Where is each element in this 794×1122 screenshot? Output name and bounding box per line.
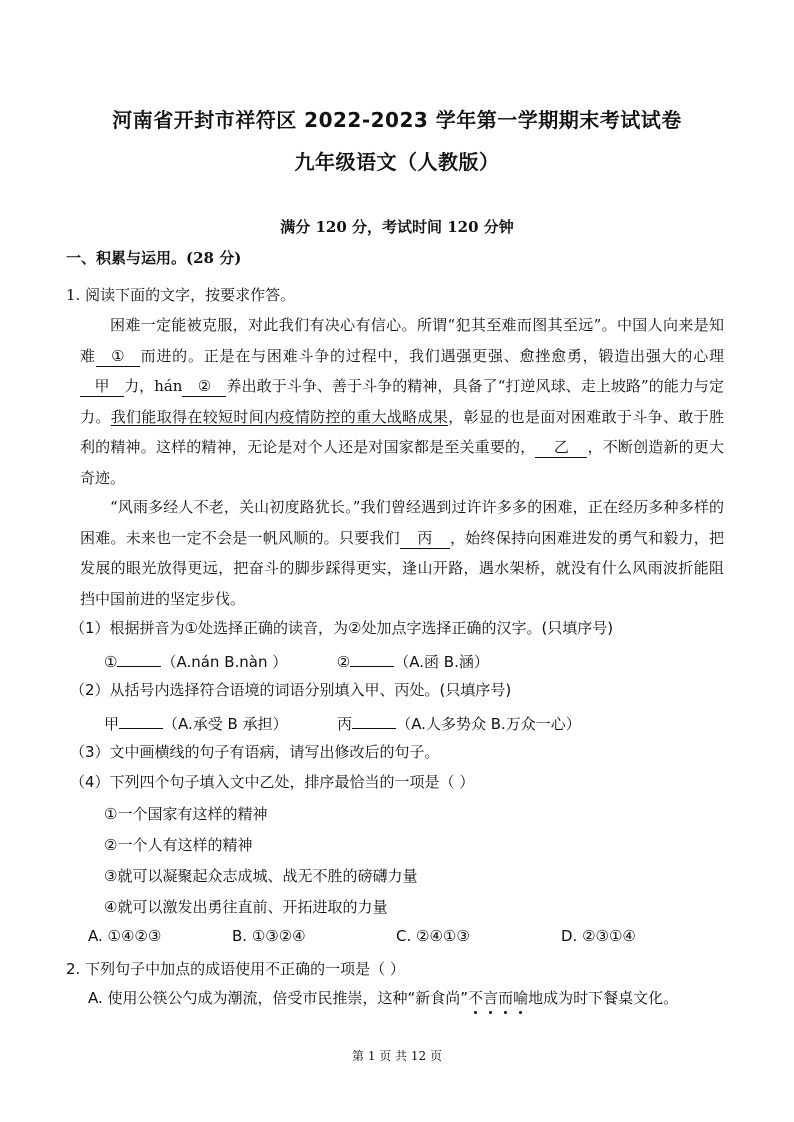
pinyin-han: hán: [154, 377, 183, 395]
passage-paragraph-1: 困难一定能被克服，对此我们有决心有信心。所谓“犯其至难而图其至远”。中国人向来是知难 ① 而进的。正是在与困难斗争的过程中，我们遇强更强、愈挫愈勇，锻造出强大的心理甲 力，hán ② 养出敢于斗争、善于斗争的精神，具备了“打逆风球、走上坡路”的能力与定力。我们能取得在较短时间内疫情防控的重大战略成果，彰显的也是面对困难敢于斗争、敢于胜利的精神。这样的精神，无论是对个人还是对国家都是至关重要的， 乙 ，不断创造新的更大奇迹。: [80, 316, 724, 487]
blank-bing: 丙: [400, 528, 450, 549]
subquestion-2: （2）从括号内选择符合语境的词语分别填入甲、丙处。(只填序号): [70, 681, 512, 699]
answer-blank[interactable]: [352, 714, 396, 729]
exam-subtitle: 九年级语文（人教版）: [294, 150, 500, 174]
subquestion-1-options: ① （A.nán B.nàn ） ② （A.函 B.涵）: [104, 653, 489, 671]
question-1-stem: 1. 阅读下面的文字，按要求作答。: [66, 286, 296, 304]
answer-blank[interactable]: [350, 652, 394, 667]
page-footer: 第 1 页 共 12 页: [352, 1049, 442, 1063]
blank-jia: 甲: [80, 376, 124, 397]
subquestion-3: （3）文中画横线的句子有语病，请写出修改后的句子。: [70, 743, 440, 761]
answer-blank[interactable]: [117, 652, 161, 667]
list-item: ①一个国家有这样的精神: [104, 805, 268, 823]
list-item: ④就可以激发出勇往直前、开拓进取的力量: [104, 898, 388, 916]
question-2-stem: 2. 下列句子中加点的成语使用不正确的一项是（ ）: [66, 960, 405, 978]
passage-paragraph-2: “风雨多经人不老，关山初度路犹长。”我们曾经遇到过许许多多的困难，正在经历多种多样的困难。未来也一定不会是一帆风顺的。只要我们 丙 ，始终保持向困难进发的勇气和毅力，把发展的眼光放得更远，把奋斗的脚步踩得更实，逢山开路，遇水架桥，就没有什么风雨波折能阻挡中国前进的坚定步伐。: [80, 498, 724, 608]
subquestion-2-options: 甲 （A.承受 B 承担） 丙 （A.人多势众 B.万众一心）: [104, 715, 581, 733]
option-a[interactable]: A. ①④②③: [88, 927, 162, 945]
subquestion-4: （4）下列四个句子填入文中乙处，排序最恰当的一项是（ ）: [70, 773, 475, 791]
blank-1: ①: [96, 346, 140, 367]
blank-yi: 乙: [535, 437, 587, 458]
section-heading: 一、积累与运用。(28 分): [66, 249, 242, 267]
subquestion-1: （1）根据拼音为①处选择正确的读音，为②处加点字选择正确的汉字。(只填序号): [70, 619, 614, 637]
blank-2: ②: [182, 376, 226, 397]
question-2-option-a[interactable]: A. 使用公筷公勺成为潮流，倍受市民推崇，这种“新食尚”不言而喻地成为时下餐桌文化。: [88, 989, 679, 1007]
dotted-char: 而: [498, 989, 514, 1007]
list-item: ②一个人有这样的精神: [104, 836, 253, 854]
score-info: 满分 120 分，考试时间 120 分钟: [280, 218, 514, 236]
option-c[interactable]: C. ②④①③: [396, 927, 470, 945]
dotted-char: 喻: [513, 989, 529, 1007]
exam-title: 河南省开封市祥符区 2022-2023 学年第一学期期末考试试卷: [112, 108, 682, 132]
list-item: ③就可以凝聚起众志成城、战无不胜的磅礴力量: [104, 867, 418, 885]
dotted-char: 言: [483, 989, 499, 1007]
underlined-sentence: 我们能取得在较短时间内疫情防控的重大战略成果: [110, 407, 449, 426]
dotted-char: 不: [468, 989, 484, 1007]
option-d[interactable]: D. ②③①④: [561, 927, 636, 945]
option-b[interactable]: B. ①③②④: [232, 927, 306, 945]
answer-blank[interactable]: [119, 714, 163, 729]
